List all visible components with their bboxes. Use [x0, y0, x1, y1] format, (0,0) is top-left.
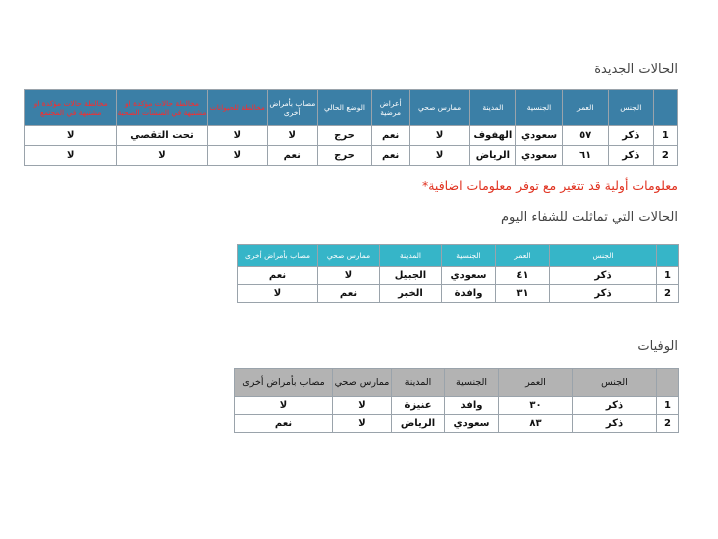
- header-symptoms: أعراض مرضية: [372, 90, 409, 126]
- cell-animal-contact: لا: [207, 126, 267, 146]
- header-health-practitioner: ممارس صحي: [318, 245, 380, 267]
- row-index: 1: [653, 126, 677, 146]
- new-cases-table: [24, 89, 678, 166]
- deaths-table: [234, 368, 679, 433]
- header-index: [657, 245, 679, 267]
- cell-city: الخبر: [380, 285, 442, 303]
- header-gender: الجنس: [608, 90, 653, 126]
- cell-health-practitioner: نعم: [318, 285, 380, 303]
- header-other-diseases: مصاب بأمراض أخرى: [268, 90, 317, 126]
- cell-gender: ذكر: [550, 267, 657, 285]
- recovered-table: [237, 244, 679, 303]
- header-health-practitioner: ممارس صحي: [333, 369, 392, 397]
- table-row: [235, 415, 679, 433]
- cell-community-contact: لا: [25, 126, 117, 146]
- header-health-practitioner: ممارس صحي: [409, 90, 469, 126]
- cell-facility-contact: تحت التقصي: [117, 126, 207, 146]
- cell-city: الهفوف: [470, 126, 516, 146]
- header-gender: الجنس: [573, 369, 657, 397]
- cell-current-status: حرج: [317, 126, 372, 146]
- cell-other-diseases: نعم: [238, 267, 318, 285]
- table-row: [25, 146, 678, 166]
- cell-nationality: سعودي: [442, 267, 496, 285]
- header-city: المدينة: [470, 90, 516, 126]
- table-row: [238, 267, 679, 285]
- cell-health-practitioner: لا: [333, 397, 392, 415]
- header-age: العمر: [496, 245, 550, 267]
- header-animal-contact: مخالطة للحيوانات: [207, 90, 267, 126]
- table-row: [235, 397, 679, 415]
- cell-other-diseases: لا: [268, 126, 317, 146]
- cell-city: الرياض: [392, 415, 445, 433]
- cell-community-contact: لا: [25, 146, 117, 166]
- header-other-diseases: مصاب بأمراض أخرى: [235, 369, 333, 397]
- cell-other-diseases: لا: [235, 397, 333, 415]
- cell-nationality: وافد: [445, 397, 499, 415]
- cell-age: ٣٠: [499, 397, 573, 415]
- cell-age: ٥٧: [562, 126, 608, 146]
- cell-animal-contact: لا: [207, 146, 267, 166]
- cell-other-diseases: لا: [238, 285, 318, 303]
- cell-nationality: وافدة: [442, 285, 496, 303]
- cell-gender: ذكر: [573, 415, 657, 433]
- cell-health-practitioner: لا: [318, 267, 380, 285]
- header-facility-contact: مخالطة حالات مؤكدة او مشتبهة في المنشآت الصحية: [117, 90, 207, 126]
- row-index: 2: [657, 415, 679, 433]
- table-header-row: [25, 90, 678, 126]
- header-gender: الجنس: [550, 245, 657, 267]
- cell-age: ٣١: [496, 285, 550, 303]
- header-nationality: الجنسية: [445, 369, 499, 397]
- new-cases-title: الحالات الجديدة: [594, 62, 678, 77]
- header-nationality: الجنسية: [516, 90, 562, 126]
- cell-gender: ذكر: [550, 285, 657, 303]
- row-index: 1: [657, 267, 679, 285]
- cell-age: ٦١: [562, 146, 608, 166]
- header-current-status: الوضع الحالي: [317, 90, 372, 126]
- cell-symptoms: نعم: [372, 126, 409, 146]
- deaths-title: الوفيات: [637, 339, 678, 354]
- cell-gender: ذكر: [608, 126, 653, 146]
- header-other-diseases: مصاب بأمراض أخرى: [238, 245, 318, 267]
- cell-health-practitioner: لا: [409, 146, 469, 166]
- row-index: 1: [657, 397, 679, 415]
- header-index: [653, 90, 677, 126]
- cell-facility-contact: لا: [117, 146, 207, 166]
- cell-city: الجبيل: [380, 267, 442, 285]
- cell-gender: ذكر: [608, 146, 653, 166]
- cell-health-practitioner: لا: [333, 415, 392, 433]
- table-header-row: [235, 369, 679, 397]
- header-index: [657, 369, 679, 397]
- cell-nationality: سعودي: [516, 126, 562, 146]
- table-row: [238, 285, 679, 303]
- cell-other-diseases: نعم: [268, 146, 317, 166]
- cell-nationality: سعودي: [516, 146, 562, 166]
- cell-current-status: حرج: [317, 146, 372, 166]
- header-city: المدينة: [392, 369, 445, 397]
- cell-city: الرياض: [470, 146, 516, 166]
- cell-health-practitioner: لا: [409, 126, 469, 146]
- header-city: المدينة: [380, 245, 442, 267]
- header-age: العمر: [499, 369, 573, 397]
- cell-age: ٨٣: [499, 415, 573, 433]
- header-nationality: الجنسية: [442, 245, 496, 267]
- recovered-title: الحالات التي تماثلت للشفاء اليوم: [501, 210, 678, 225]
- cell-age: ٤١: [496, 267, 550, 285]
- cell-nationality: سعودي: [445, 415, 499, 433]
- header-age: العمر: [562, 90, 608, 126]
- row-index: 2: [657, 285, 679, 303]
- row-index: 2: [653, 146, 677, 166]
- cell-gender: ذكر: [573, 397, 657, 415]
- disclaimer-note: معلومات أولية قد تتغير مع توفر معلومات اضافية*: [421, 178, 678, 193]
- cell-symptoms: نعم: [372, 146, 409, 166]
- table-header-row: [238, 245, 679, 267]
- header-community-contact: مخالطة حالات مؤكدة او مشتبهة في المجتمع: [25, 90, 117, 126]
- cell-other-diseases: نعم: [235, 415, 333, 433]
- cell-city: عنيزة: [392, 397, 445, 415]
- table-row: [25, 126, 678, 146]
